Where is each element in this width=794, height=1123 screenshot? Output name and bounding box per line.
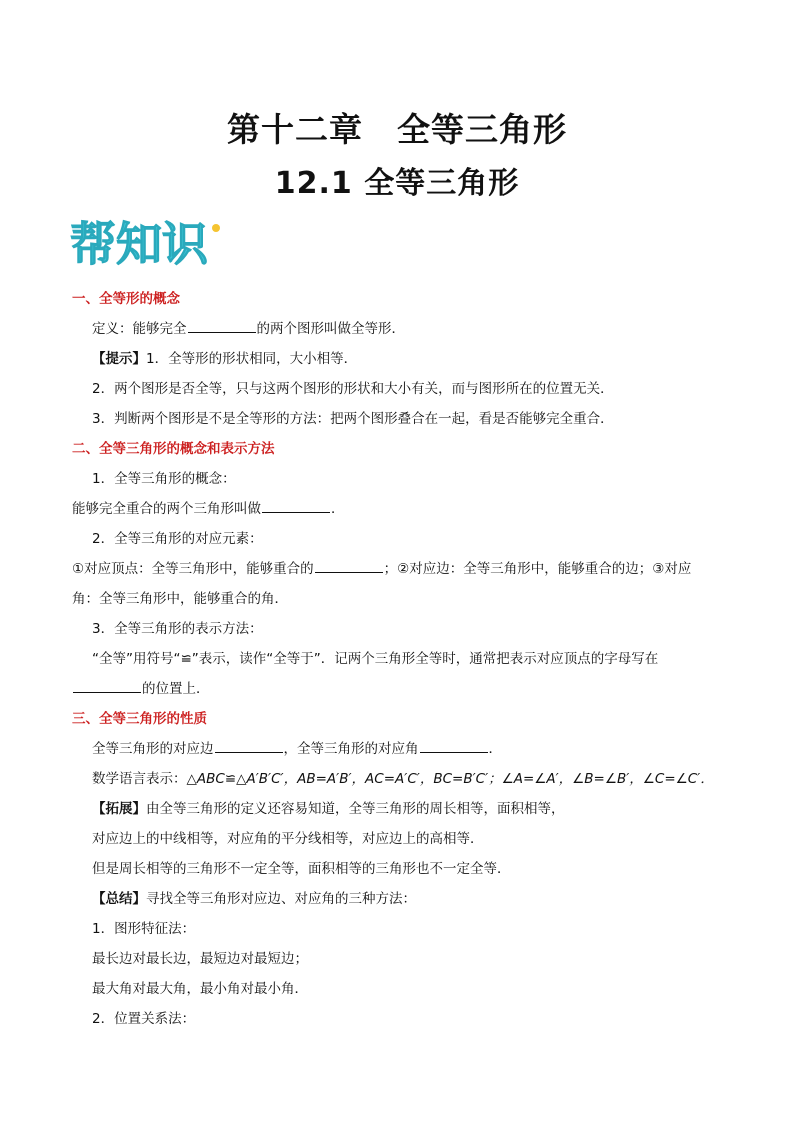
tip-label: 【提示】 bbox=[92, 351, 146, 367]
method-1-line-b: 最大角对最大角，最小角对最小角． bbox=[92, 981, 308, 997]
properties-line: 全等三角形的对应边 ，全等三角形的对应角 ． bbox=[72, 734, 732, 764]
answer-blank[interactable] bbox=[215, 737, 283, 753]
elements-line-2: 角：全等三角形中，能够重合的角． bbox=[72, 591, 288, 607]
logo-dot-icon bbox=[212, 224, 220, 232]
summary-label: 【总结】 bbox=[92, 891, 146, 907]
heading-properties: 三、全等三角形的性质 bbox=[72, 711, 207, 727]
notation-line-2: 的位置上． bbox=[72, 674, 732, 704]
heading-congruent-triangles: 二、全等三角形的概念和表示方法 bbox=[72, 441, 275, 457]
content-body bbox=[72, 284, 732, 1034]
notation-line-1: “全等”用符号“≌”表示，读作“全等于”．记两个三角形全等时，通常把表示对应顶点的字母写在 bbox=[92, 651, 659, 667]
elements-label: 2．全等三角形的对应元素： bbox=[92, 531, 263, 547]
definition-line: 定义：能够完全 的两个图形叫做全等形． bbox=[72, 314, 732, 344]
heading-congruent-figures: 一、全等形的概念 bbox=[72, 291, 180, 307]
notation-label: 3．全等三角形的表示方法： bbox=[92, 621, 263, 637]
answer-blank[interactable] bbox=[262, 497, 330, 513]
tip-line-3: 3．判断两个图形是不是全等形的方法：把两个图形叠合在一起，看是否能够完全重合． bbox=[92, 411, 614, 427]
method-2-label: 2．位置关系法： bbox=[92, 1011, 196, 1027]
method-1-label: 1．图形特征法： bbox=[92, 921, 196, 937]
tip-line-2: 2．两个图形是否全等，只与这两个图形的形状和大小有关，而与图形所在的位置无关． bbox=[92, 381, 614, 397]
math-expression-line: 数学语言表示：△ABC≌△A′B′C′，AB=A′B′，AC=A′C′，BC=B′C′；∠A=∠A′，∠B=∠B′，∠C=∠C′． bbox=[92, 771, 714, 787]
bang-zhishi-logo bbox=[68, 210, 228, 274]
extension-line-3: 但是周长相等的三角形不一定全等，面积相等的三角形也不一定全等． bbox=[92, 861, 511, 877]
logo-text: 帮知识 bbox=[70, 217, 208, 271]
answer-blank[interactable] bbox=[420, 737, 488, 753]
method-1-line-a: 最长边对最长边，最短边对最短边； bbox=[92, 951, 308, 967]
answer-blank[interactable] bbox=[315, 557, 383, 573]
section-title: 12.1 全等三角形 bbox=[274, 166, 520, 201]
extension-line-2: 对应边上的中线相等，对应角的平分线相等，对应边上的高相等． bbox=[92, 831, 484, 847]
math-expression: △ABC≌△A′B′C′，AB=A′B′，AC=A′C′，BC=B′C′；∠A=∠A′，∠B=∠B′，∠C=∠C′． bbox=[186, 771, 714, 787]
answer-blank[interactable] bbox=[73, 677, 141, 693]
extension-label: 【拓展】 bbox=[92, 801, 146, 817]
concept-line: 能够完全重合的两个三角形叫做 ． bbox=[72, 494, 732, 524]
chapter-title: 第十二章 全等三角形 bbox=[227, 110, 567, 149]
concept-label: 1．全等三角形的概念： bbox=[92, 471, 236, 487]
elements-line-1: ①对应顶点：全等三角形中，能够重合的 ；②对应边：全等三角形中，能够重合的边；③对应 bbox=[72, 554, 732, 584]
summary-line: 【总结】寻找全等三角形对应边、对应角的三种方法： bbox=[92, 891, 416, 907]
tip-line-1: 【提示】1．全等形的形状相同，大小相等． bbox=[92, 351, 358, 367]
answer-blank[interactable] bbox=[188, 317, 256, 333]
extension-line-1: 【拓展】由全等三角形的定义还容易知道，全等三角形的周长相等，面积相等， bbox=[92, 801, 565, 817]
